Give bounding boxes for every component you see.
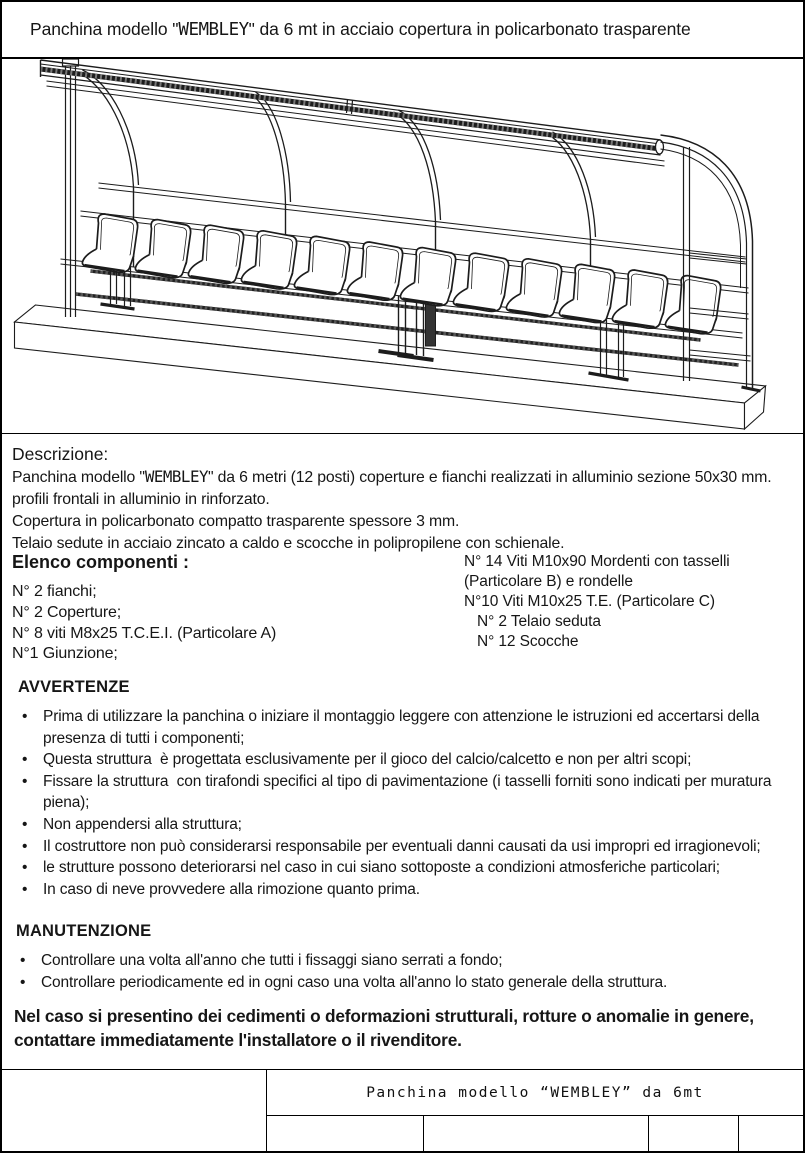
component-item: N° 2 Coperture; [12,603,122,621]
bullet: • [20,974,26,991]
model-name: WEMBLEY [144,467,208,486]
warning-item: • In caso di neve provvedere alla rimozione quanto prima. [18,879,795,901]
section-descrizione [12,442,799,555]
bullet: • [22,815,28,833]
component-item: N° 14 Viti M10x90 Mordenti con tasselli [464,553,730,570]
descrizione-line: Telaio sedute in acciaio zincato a caldo e scocche in polipropilene con schienale. [12,535,565,552]
warning-item: • Fissare la struttura con tirafondi specifici al tipo di pavimentazione (i tasselli forniti sono indicati per muratura piena); [18,771,795,814]
bench-drawing-svg [2,59,805,433]
component-item: (Particolare B) e rondelle [464,573,633,590]
component-item: N° 2 fianchi; [12,583,97,600]
warning-item: • Non appendersi alla struttura; [18,814,795,836]
componenti-right-column [464,551,794,665]
bullet: • [22,751,28,769]
warning-item: • Prima di utilizzare la panchina o iniziare il montaggio leggere con attenzione le istruzioni ed accertarsi della presenza di tutti i componenti; [18,706,795,749]
title-block-cell [739,1116,803,1153]
warning-item: • Il costruttore non può considerarsi responsabile per eventuali danni causati da usi impropri ed irragionevoli; [18,836,795,858]
bullet: • [22,708,28,725]
manutenzione-heading: MANUTENZIONE [16,922,152,940]
warning-item: • le strutture possono deteriorarsi nel caso in cui siano sottoposte a condizioni atmosferiche particolari; [18,857,795,879]
bullet: • [20,952,26,969]
bullet: • [22,837,28,855]
componenti-heading: Elenco componenti : [12,552,190,572]
component-item: N° 2 Telaio seduta [477,613,601,630]
drawing-title-block [2,1069,803,1153]
component-item: N°1 Giunzione; [12,645,118,663]
page-title-text: Panchina modello "WEMBLEY" da 6 mt in acciaio copertura in policarbonato trasparente [30,19,691,40]
component-item: N° 8 viti M8x25 T.C.E.I. (Particolare A) [12,624,277,642]
section-componenti [12,551,797,665]
model-name: WEMBLEY [550,1084,622,1101]
technical-drawing [2,59,803,434]
title-block-cells [267,1116,803,1153]
left-post [63,59,79,317]
descrizione-line: Panchina modello "WEMBLEY" da 6 metri (12 posti) coperture e fianchi realizzati in alluminio sezione 50x30 mm. [12,467,772,486]
section-manutenzione [16,922,795,994]
title-block-title: Panchina modello “WEMBLEY” da 6mt [267,1070,803,1116]
title-block-cell [424,1116,649,1153]
bullet: • [22,859,28,877]
component-item: N°10 Viti M10x25 T.E. (Particolare C) [464,593,715,610]
descrizione-heading: Descrizione: [12,444,109,464]
title-block-cell [267,1116,424,1153]
avvertenze-heading: AVVERTENZE [18,678,130,696]
bullet: • [22,880,28,898]
model-name: WEMBLEY [178,20,249,40]
warning-item: • Questa struttura è progettata esclusivamente per il gioco del calcio/calcetto e non per altri scopi; [18,749,795,771]
componenti-left-column [12,551,464,665]
descrizione-line: Copertura in policarbonato compatto trasparente spessore 3 mm. [12,513,460,530]
bullet: • [22,772,28,790]
descrizione-line: profili frontali in alluminio in rinforzato. [12,491,270,508]
title-block-cell [649,1116,739,1153]
right-frame [661,135,761,391]
maintenance-item: • Controllare periodicamente ed in ogni caso una volta all'anno lo stato generale della struttura. [16,972,795,994]
maintenance-item: • Controllare una volta all'anno che tutti i fissaggi siano serrati a fondo; [16,950,795,972]
title-block-frame [266,1070,803,1153]
component-item: N° 12 Scocche [477,633,579,650]
page-title [2,2,803,59]
final-warning-note: Nel caso si presentino dei cedimenti o deformazioni strutturali, rotture o anomalie in genere, contattare immediatamente l'installatore o il rivenditore. [14,1006,754,1050]
section-avvertenze [18,678,795,900]
